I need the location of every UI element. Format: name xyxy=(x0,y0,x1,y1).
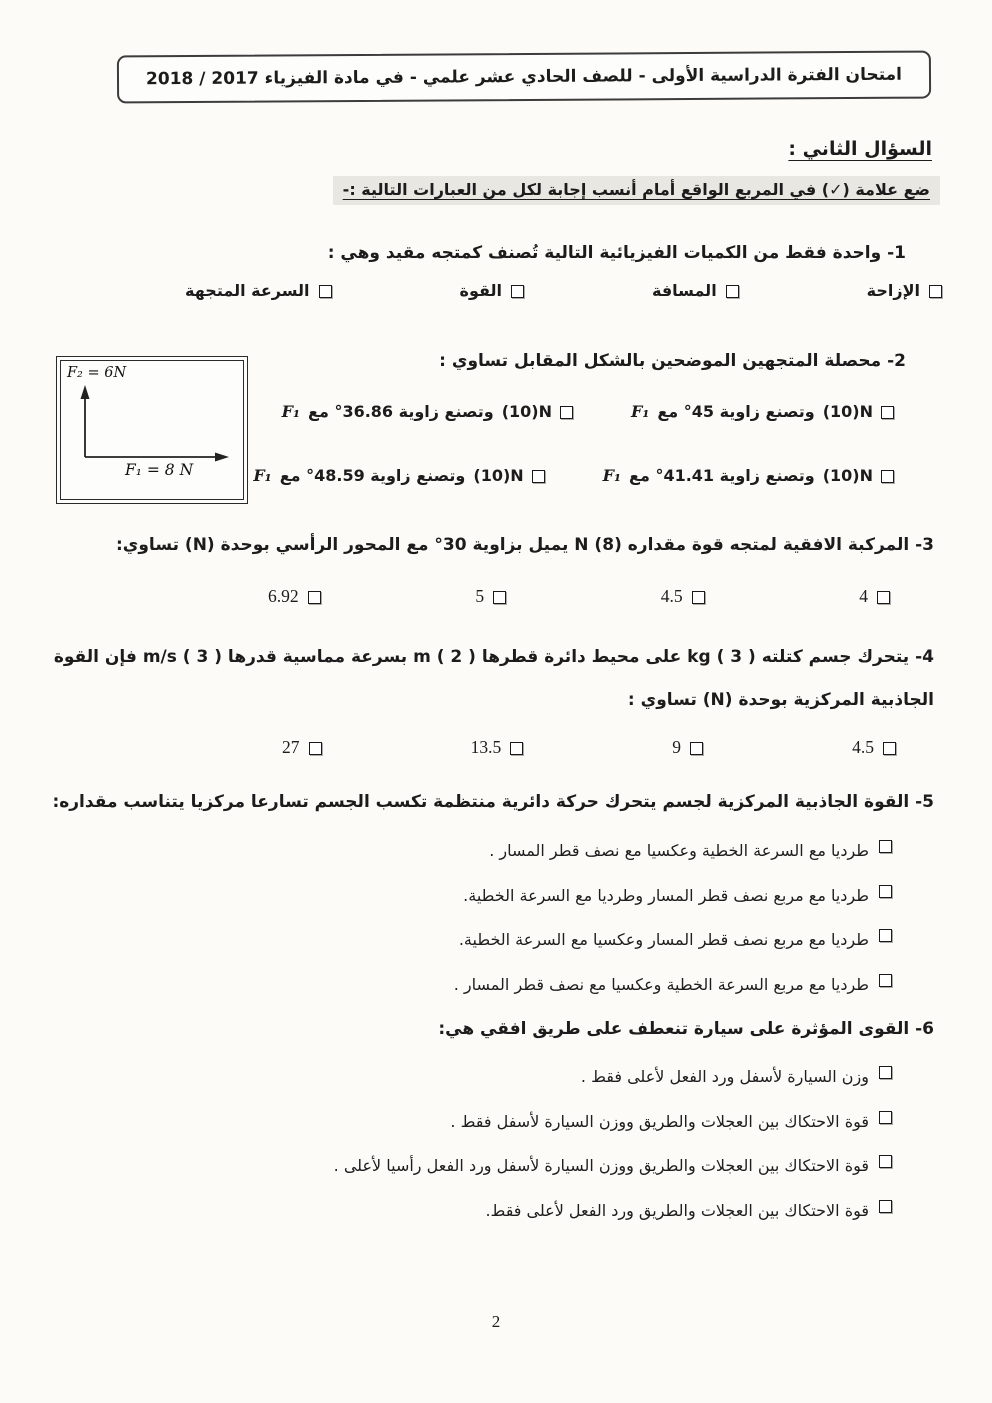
q2-option-4 xyxy=(253,466,544,485)
instruction-line: ضع علامة (✓) في المربع الواقع أمام أنسب إجابة لكل من العبارات التالية :- xyxy=(333,176,940,205)
option-label: القوة xyxy=(459,281,502,300)
question-3-text: 3- المركبة الافقية لمتجه قوة مقداره (8) N يميل بزاوية 30° مع المحور الرأسي بوحدة (N) تساوي: xyxy=(115,535,934,555)
force-symbol: F₁ xyxy=(631,402,650,421)
checkbox[interactable] xyxy=(881,470,894,483)
option-label: 9 xyxy=(672,737,682,757)
q6-option-2 xyxy=(60,1107,892,1137)
q1-option-3 xyxy=(460,281,524,300)
q3-option-4 xyxy=(268,586,321,607)
checkbox[interactable] xyxy=(879,974,892,987)
q3-option-3 xyxy=(475,586,506,607)
q1-option-4 xyxy=(185,281,331,300)
exam-header xyxy=(117,51,931,104)
force-symbol: F₁ xyxy=(253,466,272,485)
q5-option-1 xyxy=(60,836,892,866)
question-4-text: 4- يتحرك جسم كتلته ( 3 ) kg على محيط دائرة قطرها ( 2 ) m بسرعة مماسية قدرها ( 3 ) m/s فإن القوة الجاذبية المركزية بوحدة (N) تساوي : xyxy=(53,647,934,711)
question-6-options xyxy=(60,1062,892,1240)
option-label: طرديا مع مربع نصف قطر المسار وطرديا مع السرعة الخطية. xyxy=(463,885,869,905)
checkbox[interactable] xyxy=(881,406,894,419)
q6-option-4 xyxy=(60,1196,892,1226)
checkbox[interactable] xyxy=(511,285,524,298)
checkbox[interactable] xyxy=(879,929,892,942)
option-label: المسافة xyxy=(651,281,717,300)
question-6-text: 6- القوى المؤثرة على سيارة تنعطف على طريق افقي هي: xyxy=(438,1019,934,1039)
checkbox[interactable] xyxy=(510,742,523,755)
force-value: (10)N xyxy=(501,402,552,421)
checkbox[interactable] xyxy=(879,1200,892,1213)
f2-arrow-icon xyxy=(81,385,90,457)
vector-figure-inner xyxy=(60,360,244,500)
force-value: (10)N xyxy=(473,466,524,485)
force-symbol: F₁ xyxy=(602,466,622,485)
question-4-options xyxy=(282,737,896,758)
checkbox[interactable] xyxy=(726,285,739,298)
checkbox[interactable] xyxy=(879,885,892,898)
option-label: 5 xyxy=(475,586,485,606)
question-1-text: 1- واحدة فقط من الكميات الفيزيائية التالية تُصنف كمتجه مقيد وهي : xyxy=(327,243,906,263)
option-label: طرديا مع مربع السرعة الخطية وعكسيا مع نصف قطر المسار . xyxy=(453,974,869,994)
checkbox[interactable] xyxy=(879,1111,892,1124)
checkbox[interactable] xyxy=(308,591,321,604)
question-5-options xyxy=(60,836,892,1014)
question-2-options-row-2 xyxy=(253,466,894,485)
q5-option-2 xyxy=(60,881,892,911)
option-label: 4.5 xyxy=(660,586,683,606)
force-value: (10)N xyxy=(822,402,873,421)
f1-label: F₁ = 8 N xyxy=(125,461,194,479)
option-label: قوة الاحتكاك بين العجلات والطريق ووزن السيارة لأسفل فقط . xyxy=(450,1111,869,1131)
checkbox[interactable] xyxy=(879,840,892,853)
question-2-text: 2- محصلة المتجهين الموضحين بالشكل المقابل تساوي : xyxy=(439,351,906,371)
q4-option-3 xyxy=(471,737,524,758)
question-1-options xyxy=(185,281,942,300)
checkbox[interactable] xyxy=(879,1155,892,1168)
q5-option-4 xyxy=(60,970,892,1000)
question-3-options xyxy=(268,586,890,607)
option-label: 4.5 xyxy=(852,737,874,757)
option-label: طرديا مع السرعة الخطية وعكسيا مع نصف قطر المسار . xyxy=(489,841,869,860)
option-label: السرعة المتجهة xyxy=(185,281,310,300)
force-value: (10)N xyxy=(822,466,873,485)
q2-option-3 xyxy=(603,466,894,485)
q5-option-3 xyxy=(60,925,892,955)
vector-figure xyxy=(56,356,248,504)
checkbox[interactable] xyxy=(319,285,332,298)
f2-label: F₂ = 6N xyxy=(67,365,127,381)
option-text: وتصنع زاوية 41.41° مع xyxy=(629,466,815,485)
option-label: طرديا مع مربع نصف قطر المسار وعكسيا مع السرعة الخطية. xyxy=(458,930,869,950)
checkbox[interactable] xyxy=(877,591,890,604)
checkbox[interactable] xyxy=(883,742,896,755)
section-title: السؤال الثاني : xyxy=(788,138,932,160)
q1-option-1 xyxy=(867,281,942,300)
checkbox[interactable] xyxy=(309,742,322,755)
q4-option-4 xyxy=(282,737,322,758)
option-label: 27 xyxy=(282,737,300,757)
q3-option-1 xyxy=(859,586,890,607)
option-label: الإزاحة xyxy=(866,281,920,300)
option-label: وزن السيارة لأسفل ورد الفعل لأعلى فقط . xyxy=(580,1067,869,1086)
q6-option-3 xyxy=(60,1151,892,1181)
q4-option-1 xyxy=(852,737,896,758)
option-text: وتصنع زاوية 36.86° مع xyxy=(308,402,494,421)
q3-option-2 xyxy=(661,586,705,607)
option-text: وتصنع زاوية 45° مع xyxy=(657,402,815,421)
option-label: قوة الاحتكاك بين العجلات والطريق ووزن السيارة لأسفل ورد الفعل رأسيا لأعلى . xyxy=(333,1156,869,1176)
option-label: 4 xyxy=(859,586,868,606)
checkbox[interactable] xyxy=(560,406,573,419)
q4-option-2 xyxy=(672,737,703,758)
option-label: قوة الاحتكاك بين العجلات والطريق ورد الفعل لأعلى فقط. xyxy=(485,1200,869,1220)
option-label: 13.5 xyxy=(470,737,502,757)
checkbox[interactable] xyxy=(690,742,703,755)
option-text: وتصنع زاوية 48.59° مع xyxy=(279,466,466,485)
q6-option-1 xyxy=(60,1062,892,1092)
force-symbol: F₁ xyxy=(281,402,301,421)
checkbox[interactable] xyxy=(929,285,942,298)
question-5-text: 5- القوة الجاذبية المركزية لجسم يتحرك حركة دائرية منتظمة تكسب الجسم تسارعا مركزيا يتناسب مقداره: xyxy=(52,792,934,812)
checkbox[interactable] xyxy=(879,1066,892,1079)
checkbox[interactable] xyxy=(692,591,705,604)
checkbox[interactable] xyxy=(532,470,545,483)
q1-option-2 xyxy=(652,281,739,300)
exam-header-title: امتحان الفترة الدراسية الأولى - للصف الحادي عشر علمي - في مادة الفيزياء 2017 / 2018 xyxy=(145,64,903,90)
option-label: 6.92 xyxy=(268,586,299,606)
page-number: 2 xyxy=(491,1312,501,1331)
q2-option-1 xyxy=(631,402,894,421)
question-2-options-row-1 xyxy=(282,402,894,421)
checkbox[interactable] xyxy=(493,591,506,604)
q2-option-2 xyxy=(282,402,573,421)
